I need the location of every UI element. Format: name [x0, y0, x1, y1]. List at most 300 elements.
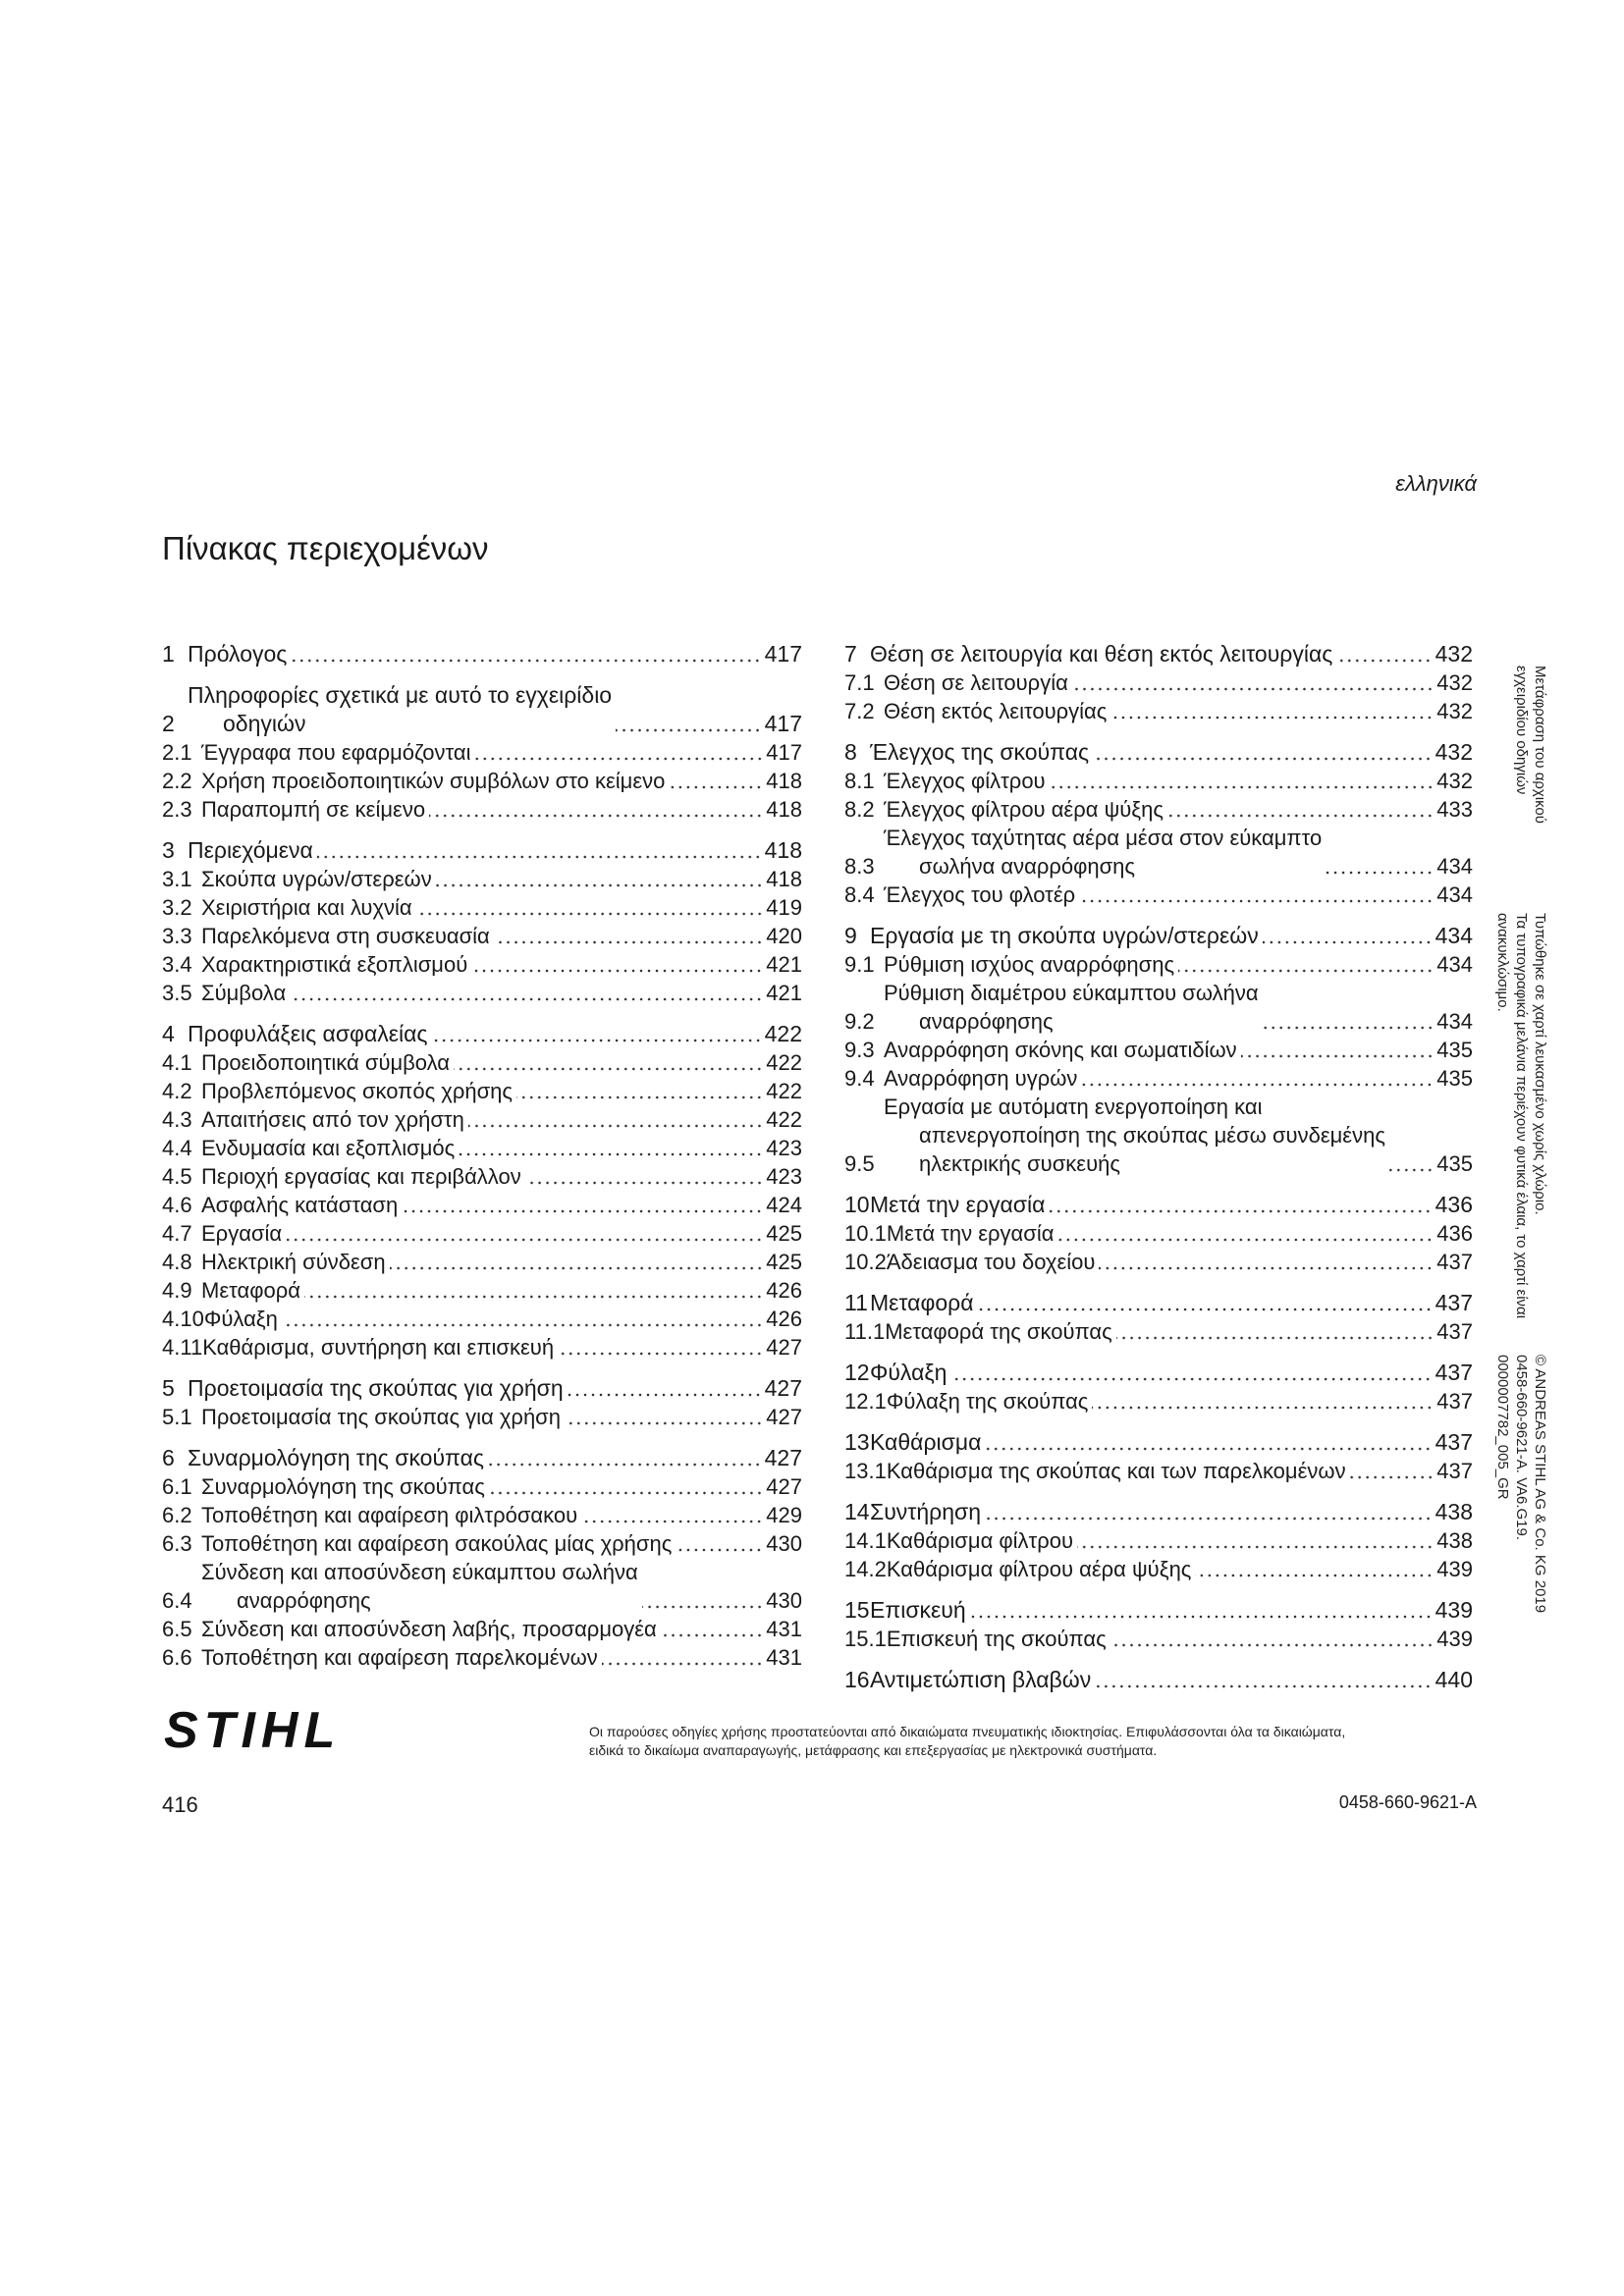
toc-leader-dots [282, 1323, 763, 1327]
toc-title-line: αναρρόφησης [237, 1588, 371, 1613]
toc-chapter[interactable] [844, 922, 1473, 950]
toc-page-number: 430 [766, 1531, 802, 1556]
toc-page-number: 422 [766, 1107, 802, 1132]
toc-entry[interactable] [162, 979, 802, 1007]
toc-number: 4.5 [162, 1164, 192, 1189]
toc-entry[interactable] [162, 1558, 802, 1615]
toc-leader-dots [1072, 687, 1434, 691]
toc-number: 1 [162, 641, 175, 667]
toc-title-line: ηλεκτρικής συσκευής [919, 1151, 1120, 1176]
toc-entry[interactable] [162, 1248, 802, 1276]
side-line: εγχειριδίου οδηγιών [1513, 666, 1530, 795]
side-line: 0458-660-9621-A. VA6.G19. [1513, 1355, 1530, 1541]
toc-title-line: Καθάρισμα [870, 1429, 982, 1455]
toc-title [884, 697, 1107, 725]
toc-number: 3.1 [162, 867, 192, 891]
toc-leader-dots [1079, 899, 1434, 903]
toc-leader-dots [1389, 1168, 1434, 1172]
toc-page-number: 420 [766, 924, 802, 948]
toc-page-number: 426 [766, 1307, 802, 1331]
toc-left-column [162, 640, 802, 1672]
toc-title [887, 1248, 1096, 1276]
toc-entry[interactable] [844, 1317, 1473, 1346]
toc-title-line: Έλεγχος φίλτρου αέρα ψύξης [884, 797, 1164, 822]
toc-page-number: 417 [764, 641, 802, 667]
toc-entry[interactable] [162, 1615, 802, 1643]
toc-entry[interactable] [844, 668, 1473, 697]
toc-title [201, 1472, 485, 1501]
toc-title-line: Σύμβολα [201, 981, 287, 1005]
toc-leader-dots [616, 728, 762, 732]
toc-title-line: Ασφαλής κατάσταση [201, 1193, 399, 1217]
toc-number: 3.3 [162, 924, 192, 948]
toc-title [201, 738, 471, 767]
toc-title-line: Πρόλογος [188, 641, 288, 667]
toc-page-number: 437 [1435, 1360, 1473, 1385]
toc-title [188, 1020, 428, 1048]
toc-page-number: 427 [764, 1375, 802, 1401]
toc-entry[interactable] [162, 1333, 802, 1362]
toc-title [201, 1191, 398, 1219]
toc-page-number: 440 [1435, 1667, 1473, 1692]
toc-title-line: Θέση σε λειτουργία [884, 670, 1068, 695]
toc-title-line: Εργασία [201, 1221, 283, 1246]
toc-page-number: 437 [1435, 1429, 1473, 1455]
side-translation-note [1512, 666, 1549, 824]
toc-title [201, 1162, 521, 1191]
toc-title-line: Έλεγχος ταχύτητας αέρα μέσα στον εύκαμπτο [884, 826, 1323, 850]
toc-title [870, 1498, 981, 1526]
toc-title [201, 1077, 513, 1105]
toc-chapter[interactable] [844, 1596, 1473, 1625]
toc-leader-dots [291, 659, 761, 663]
toc-title-line: Παραπομπή σε κείμενο [201, 797, 426, 822]
toc-number: 2.2 [162, 769, 192, 793]
toc-entry[interactable] [162, 767, 802, 795]
toc-chapter[interactable] [162, 1374, 802, 1403]
toc-title-line: Χρήση προειδοποιητικών συμβόλων στο κείμενο [201, 769, 666, 793]
toc-title [887, 1387, 1089, 1415]
toc-title [201, 1248, 386, 1276]
toc-chapter[interactable] [844, 738, 1473, 767]
toc-leader-dots [1263, 940, 1433, 944]
toc-entry[interactable] [162, 950, 802, 979]
toc-title [887, 1219, 1055, 1248]
toc-page-number: 434 [1435, 923, 1473, 948]
toc-page-number: 431 [766, 1645, 802, 1670]
toc-page-number: 429 [766, 1503, 802, 1527]
toc-page-number: 433 [1436, 797, 1473, 822]
toc-leader-dots [558, 1352, 763, 1356]
toc-entry[interactable] [162, 1162, 802, 1191]
toc-number: 6.3 [162, 1531, 192, 1556]
toc-title-line: Καθάρισμα φίλτρου [886, 1528, 1074, 1553]
side-line: © ANDREAS STIHL AG & Co. KG 2019 [1532, 1355, 1548, 1614]
toc-page-number: 437 [1436, 1459, 1473, 1483]
toc-leader-dots [1178, 969, 1434, 973]
toc-entry[interactable] [162, 1077, 802, 1105]
toc-number: 7.1 [844, 670, 875, 695]
toc-entry[interactable] [844, 979, 1473, 1036]
toc-page-number: 425 [766, 1221, 802, 1246]
toc-title [201, 1276, 300, 1305]
toc-title-line: οδηγιών [223, 711, 306, 736]
toc-title-line: Προετοιμασία της σκούπας για χρήση [201, 1405, 561, 1429]
toc-number: 11 [844, 1290, 868, 1315]
toc-page-number: 427 [764, 1445, 802, 1470]
logo-text: STIHL [164, 1706, 342, 1753]
toc-number: 14.2 [844, 1557, 887, 1581]
toc-leader-dots [1050, 785, 1435, 789]
toc-number: 6 [162, 1445, 175, 1470]
stihl-logo [162, 1706, 388, 1758]
toc-entry[interactable] [844, 1555, 1473, 1583]
toc-title [885, 1317, 1111, 1346]
toc-page-number: 417 [766, 740, 802, 765]
toc-page-number: 427 [766, 1474, 802, 1499]
toc-page-number: 430 [766, 1588, 802, 1613]
toc-title-line: Σκούπα υγρών/στερεών [201, 867, 432, 891]
toc-title-line: Φύλαξη [203, 1307, 278, 1331]
toc-title [188, 681, 612, 738]
part-number: 0458-660-9621-A [1338, 1792, 1477, 1812]
toc-number: 11.1 [844, 1319, 886, 1344]
toc-page-number: 434 [1436, 1009, 1473, 1034]
copyright-line: ειδικά το δικαίωμα αναπαραγωγής, μετάφρασης και επεξεργασίας με ηλεκτρονικά συστήματα. [589, 1742, 1158, 1758]
toc-number: 3 [162, 837, 175, 863]
toc-page-number: 436 [1435, 1192, 1473, 1217]
toc-leader-dots [1092, 1406, 1434, 1410]
toc-leader-dots [568, 1393, 762, 1397]
toc-number: 7 [844, 641, 857, 667]
toc-title-line: Προφυλάξεις ασφαλείας [188, 1021, 428, 1046]
toc-entry[interactable] [844, 1625, 1473, 1653]
toc-title-line: Φύλαξη [870, 1360, 947, 1385]
toc-title-line: Φύλαξη της σκούπας [886, 1389, 1089, 1414]
toc-chapter[interactable] [162, 681, 802, 738]
toc-leader-dots [1077, 1545, 1434, 1549]
toc-leader-dots [1099, 1266, 1434, 1270]
toc-entry[interactable] [162, 795, 802, 824]
toc-page-number: 439 [1435, 1597, 1473, 1623]
toc-entry[interactable] [162, 893, 802, 922]
toc-chapter[interactable] [162, 836, 802, 865]
toc-entry[interactable] [162, 1529, 802, 1558]
toc-entry[interactable] [844, 1219, 1473, 1248]
toc-chapter[interactable] [844, 1498, 1473, 1526]
toc-page-number: 434 [1436, 854, 1473, 879]
toc-number: 9.5 [844, 1151, 875, 1176]
toc-number: 4.9 [162, 1278, 192, 1303]
toc-title [870, 1289, 974, 1317]
toc-leader-dots [1195, 1574, 1434, 1577]
toc-title [201, 865, 432, 893]
toc-number: 14 [844, 1499, 870, 1524]
toc-page-number: 439 [1436, 1627, 1473, 1651]
toc-number: 15 [844, 1597, 870, 1623]
toc-title-line: Προετοιμασία της σκούπας για χρήση [188, 1375, 564, 1401]
toc-page-number: 439 [1436, 1557, 1473, 1581]
toc-entry[interactable] [844, 767, 1473, 795]
toc-title-line: Αντιμετώπιση βλαβών [870, 1667, 1092, 1692]
toc-leader-dots [525, 1181, 764, 1185]
toc-title [201, 950, 467, 979]
toc-title [884, 767, 1046, 795]
toc-number: 4.3 [162, 1107, 192, 1132]
toc-chapter[interactable] [844, 640, 1473, 668]
toc-page-number: 418 [766, 769, 802, 793]
toc-entry[interactable] [162, 738, 802, 767]
toc-leader-dots [516, 1095, 763, 1099]
toc-leader-dots [489, 1491, 763, 1495]
toc-leader-dots [416, 912, 764, 916]
toc-page-number: 418 [764, 837, 802, 863]
toc-page-number: 427 [766, 1335, 802, 1360]
toc-number: 6.4 [162, 1588, 192, 1613]
toc-entry[interactable] [162, 1276, 802, 1305]
toc-entry[interactable] [844, 1457, 1473, 1485]
toc-leader-dots [642, 1605, 764, 1609]
toc-leader-dots [1057, 1238, 1434, 1242]
toc-entry[interactable] [162, 1048, 802, 1077]
toc-leader-dots [286, 1238, 763, 1242]
toc-entry[interactable] [844, 1248, 1473, 1276]
toc-page-number: 432 [1435, 641, 1473, 667]
toc-number: 9.3 [844, 1038, 875, 1062]
toc-page-number: 434 [1436, 882, 1473, 907]
toc-leader-dots [468, 1124, 763, 1128]
toc-page-number: 423 [766, 1136, 802, 1160]
toc-title-line: Καθάρισμα της σκούπας και των παρελκομένων [886, 1459, 1346, 1483]
side-paper-note [1493, 913, 1549, 1318]
toc-chapter[interactable] [162, 1020, 802, 1048]
toc-chapter[interactable] [844, 1191, 1473, 1219]
toc-number: 6.2 [162, 1503, 192, 1527]
toc-entry[interactable] [844, 824, 1473, 881]
page-number: 416 [162, 1792, 198, 1817]
toc-leader-dots [1093, 757, 1433, 761]
toc-title-line: αναρρόφησης [919, 1009, 1054, 1034]
toc-title-line: Έλεγχος φίλτρου [884, 769, 1046, 793]
page-title: Πίνακας περιεχομένων [162, 530, 489, 566]
toc-entry[interactable] [162, 1105, 802, 1134]
toc-chapter[interactable] [162, 1444, 802, 1472]
toc-title [870, 1596, 966, 1625]
toc-number: 8 [844, 739, 857, 765]
toc-leader-dots [1241, 1054, 1435, 1058]
toc-entry[interactable] [844, 1036, 1473, 1064]
toc-number: 8.3 [844, 854, 875, 879]
toc-page-number: 438 [1436, 1528, 1473, 1553]
toc-title-line: Επισκευή [870, 1597, 966, 1623]
toc-leader-dots [304, 1295, 763, 1299]
side-line: 0000007782_005_GR [1494, 1355, 1511, 1500]
toc-leader-dots [429, 814, 763, 818]
toc-chapter[interactable] [844, 1289, 1473, 1317]
toc-title [870, 640, 1332, 668]
toc-title-line: Ενδυμασία και εξοπλισμός [201, 1136, 456, 1160]
toc-title-line: Ρύθμιση διαμέτρου εύκαμπτου σωλήνα [884, 981, 1259, 1005]
toc-number: 4.1 [162, 1050, 192, 1075]
toc-title-line: Μεταφορά της σκούπας [885, 1319, 1112, 1344]
toc-number: 4.2 [162, 1079, 192, 1103]
toc-title-line: Καθάρισμα φίλτρου αέρα ψύξης [886, 1557, 1192, 1581]
toc-number: 7.2 [844, 699, 875, 723]
toc-number: 10 [844, 1192, 870, 1217]
toc-title [201, 1105, 464, 1134]
language-label: ελληνικά [1395, 471, 1477, 496]
toc-page-number: 422 [766, 1050, 802, 1075]
toc-leader-dots [390, 1266, 764, 1270]
toc-title [884, 1036, 1237, 1064]
toc-leader-dots [488, 1463, 762, 1467]
toc-entry[interactable] [162, 1403, 802, 1431]
toc-entry[interactable] [162, 1134, 802, 1162]
toc-page-number: 418 [766, 867, 802, 891]
toc-title-line: Μεταφορά [201, 1278, 300, 1303]
toc-number: 2.3 [162, 797, 192, 822]
toc-title-line: Εργασία με τη σκούπα υγρών/στερεών [870, 923, 1259, 948]
toc-page-number: 422 [766, 1079, 802, 1103]
toc-entry[interactable] [162, 1191, 802, 1219]
toc-entry[interactable] [844, 1064, 1473, 1093]
toc-title [870, 922, 1259, 950]
toc-chapter[interactable] [162, 640, 802, 668]
toc-title-line: Μετά την εργασία [870, 1192, 1046, 1217]
toc-right-column [844, 640, 1473, 1694]
toc-page-number: 425 [766, 1250, 802, 1274]
toc-entry[interactable] [162, 922, 802, 950]
toc-title-line: Θέση εκτός λειτουργίας [884, 699, 1108, 723]
toc-title-line: Τοποθέτηση και αφαίρεση παρελκομένων [201, 1645, 598, 1670]
toc-title-line: Τοποθέτηση και αφαίρεση φιλτρόσακου [201, 1503, 578, 1527]
toc-title-line: Χαρακτηριστικά εξοπλισμού [201, 952, 468, 977]
toc-entry[interactable] [162, 1219, 802, 1248]
toc-leader-dots [290, 997, 763, 1001]
toc-number: 12 [844, 1360, 870, 1385]
toc-leader-dots [1116, 1336, 1435, 1340]
toc-title [884, 1093, 1385, 1178]
toc-number: 8.1 [844, 769, 875, 793]
toc-title-line: Αναρρόφηση υγρών [884, 1066, 1078, 1091]
toc-leader-dots [669, 785, 763, 789]
toc-page-number: 438 [1435, 1499, 1473, 1524]
toc-title-line: Παρελκόμενα στη συσκευασία [201, 924, 490, 948]
toc-entry[interactable] [844, 1387, 1473, 1415]
toc-title [201, 1529, 672, 1558]
toc-title [204, 1305, 278, 1333]
toc-title [201, 1219, 282, 1248]
toc-title [884, 795, 1164, 824]
toc-entry[interactable] [162, 1472, 802, 1501]
toc-entry[interactable] [844, 1093, 1473, 1178]
toc-leader-dots [985, 1517, 1433, 1521]
side-line: ανακυκλώσιμο. [1494, 913, 1511, 1012]
side-line: Τα τυπογραφικά μελάνια περιέχουν φυτικά έλαια, το χαρτί είναι [1513, 913, 1530, 1319]
toc-page-number: 432 [1435, 739, 1473, 765]
toc-entry[interactable] [844, 1526, 1473, 1555]
toc-leader-dots [661, 1633, 764, 1637]
toc-page-number: 437 [1436, 1319, 1473, 1344]
toc-title [870, 1666, 1091, 1694]
toc-title-line: Έγγραφα που εφαρμόζονται [201, 740, 471, 765]
toc-title-line: Συντήρηση [870, 1499, 982, 1524]
toc-leader-dots [978, 1308, 1433, 1311]
toc-title [201, 1403, 561, 1431]
toc-number: 4.4 [162, 1136, 192, 1160]
toc-page-number: 435 [1436, 1151, 1473, 1176]
toc-chapter[interactable] [844, 1666, 1473, 1694]
toc-entry[interactable] [162, 1501, 802, 1529]
toc-title-line: Ηλεκτρική σύνδεση [201, 1250, 386, 1274]
toc-entry[interactable] [844, 697, 1473, 725]
toc-number: 9.1 [844, 952, 875, 977]
toc-number: 4.10 [162, 1307, 204, 1331]
toc-leader-dots [676, 1548, 763, 1552]
toc-leader-dots [436, 883, 764, 887]
toc-entry[interactable] [162, 1305, 802, 1333]
toc-title [884, 979, 1259, 1036]
toc-page-number: 421 [766, 981, 802, 1005]
toc-title-line: Συναρμολόγηση της σκούπας [201, 1474, 485, 1499]
toc-title [884, 668, 1068, 697]
toc-entry[interactable] [844, 795, 1473, 824]
toc-entry[interactable] [162, 865, 802, 893]
toc-entry[interactable] [844, 881, 1473, 909]
toc-number: 2 [162, 711, 175, 736]
toc-leader-dots [985, 1447, 1432, 1451]
toc-title-line: Επισκευή της σκούπας [886, 1627, 1107, 1651]
toc-title [201, 1048, 450, 1077]
toc-number: 2.1 [162, 740, 192, 765]
toc-title [201, 1643, 598, 1672]
side-copyright-note [1493, 1355, 1549, 1613]
toc-title [201, 893, 412, 922]
toc-title [188, 1444, 484, 1472]
toc-leader-dots [494, 940, 764, 944]
toc-number: 10.2 [844, 1250, 887, 1274]
toc-number: 4.11 [162, 1335, 203, 1360]
toc-leader-dots [1095, 1684, 1432, 1688]
toc-title-line: Πληροφορίες σχετικά με αυτό το εγχειρίδιο [188, 682, 613, 708]
toc-entry[interactable] [162, 1643, 802, 1672]
toc-title [887, 1625, 1107, 1653]
toc-leader-dots [581, 1520, 763, 1523]
toc-leader-dots [475, 757, 764, 761]
toc-title [884, 881, 1075, 909]
toc-page-number: 427 [766, 1405, 802, 1429]
toc-leader-dots [432, 1039, 762, 1042]
toc-leader-dots [565, 1421, 763, 1425]
toc-chapter[interactable] [844, 1428, 1473, 1457]
toc-title [870, 1191, 1045, 1219]
toc-page-number: 437 [1435, 1290, 1473, 1315]
toc-leader-dots [1081, 1083, 1434, 1087]
toc-title [887, 1457, 1346, 1485]
toc-title-line: Τοποθέτηση και αφαίρεση σακούλας μίας χρήσης [201, 1531, 673, 1556]
toc-entry[interactable] [844, 950, 1473, 979]
toc-page-number: 418 [766, 797, 802, 822]
toc-leader-dots [1336, 659, 1432, 663]
toc-leader-dots [1350, 1475, 1435, 1479]
toc-leader-dots [1326, 871, 1434, 875]
toc-leader-dots [402, 1209, 763, 1213]
toc-chapter[interactable] [844, 1359, 1473, 1387]
toc-leader-dots [454, 1067, 763, 1071]
toc-page-number: 422 [764, 1021, 802, 1046]
toc-title-line: Απαιτήσεις από τον χρήστη [201, 1107, 464, 1132]
toc-title [188, 836, 313, 865]
